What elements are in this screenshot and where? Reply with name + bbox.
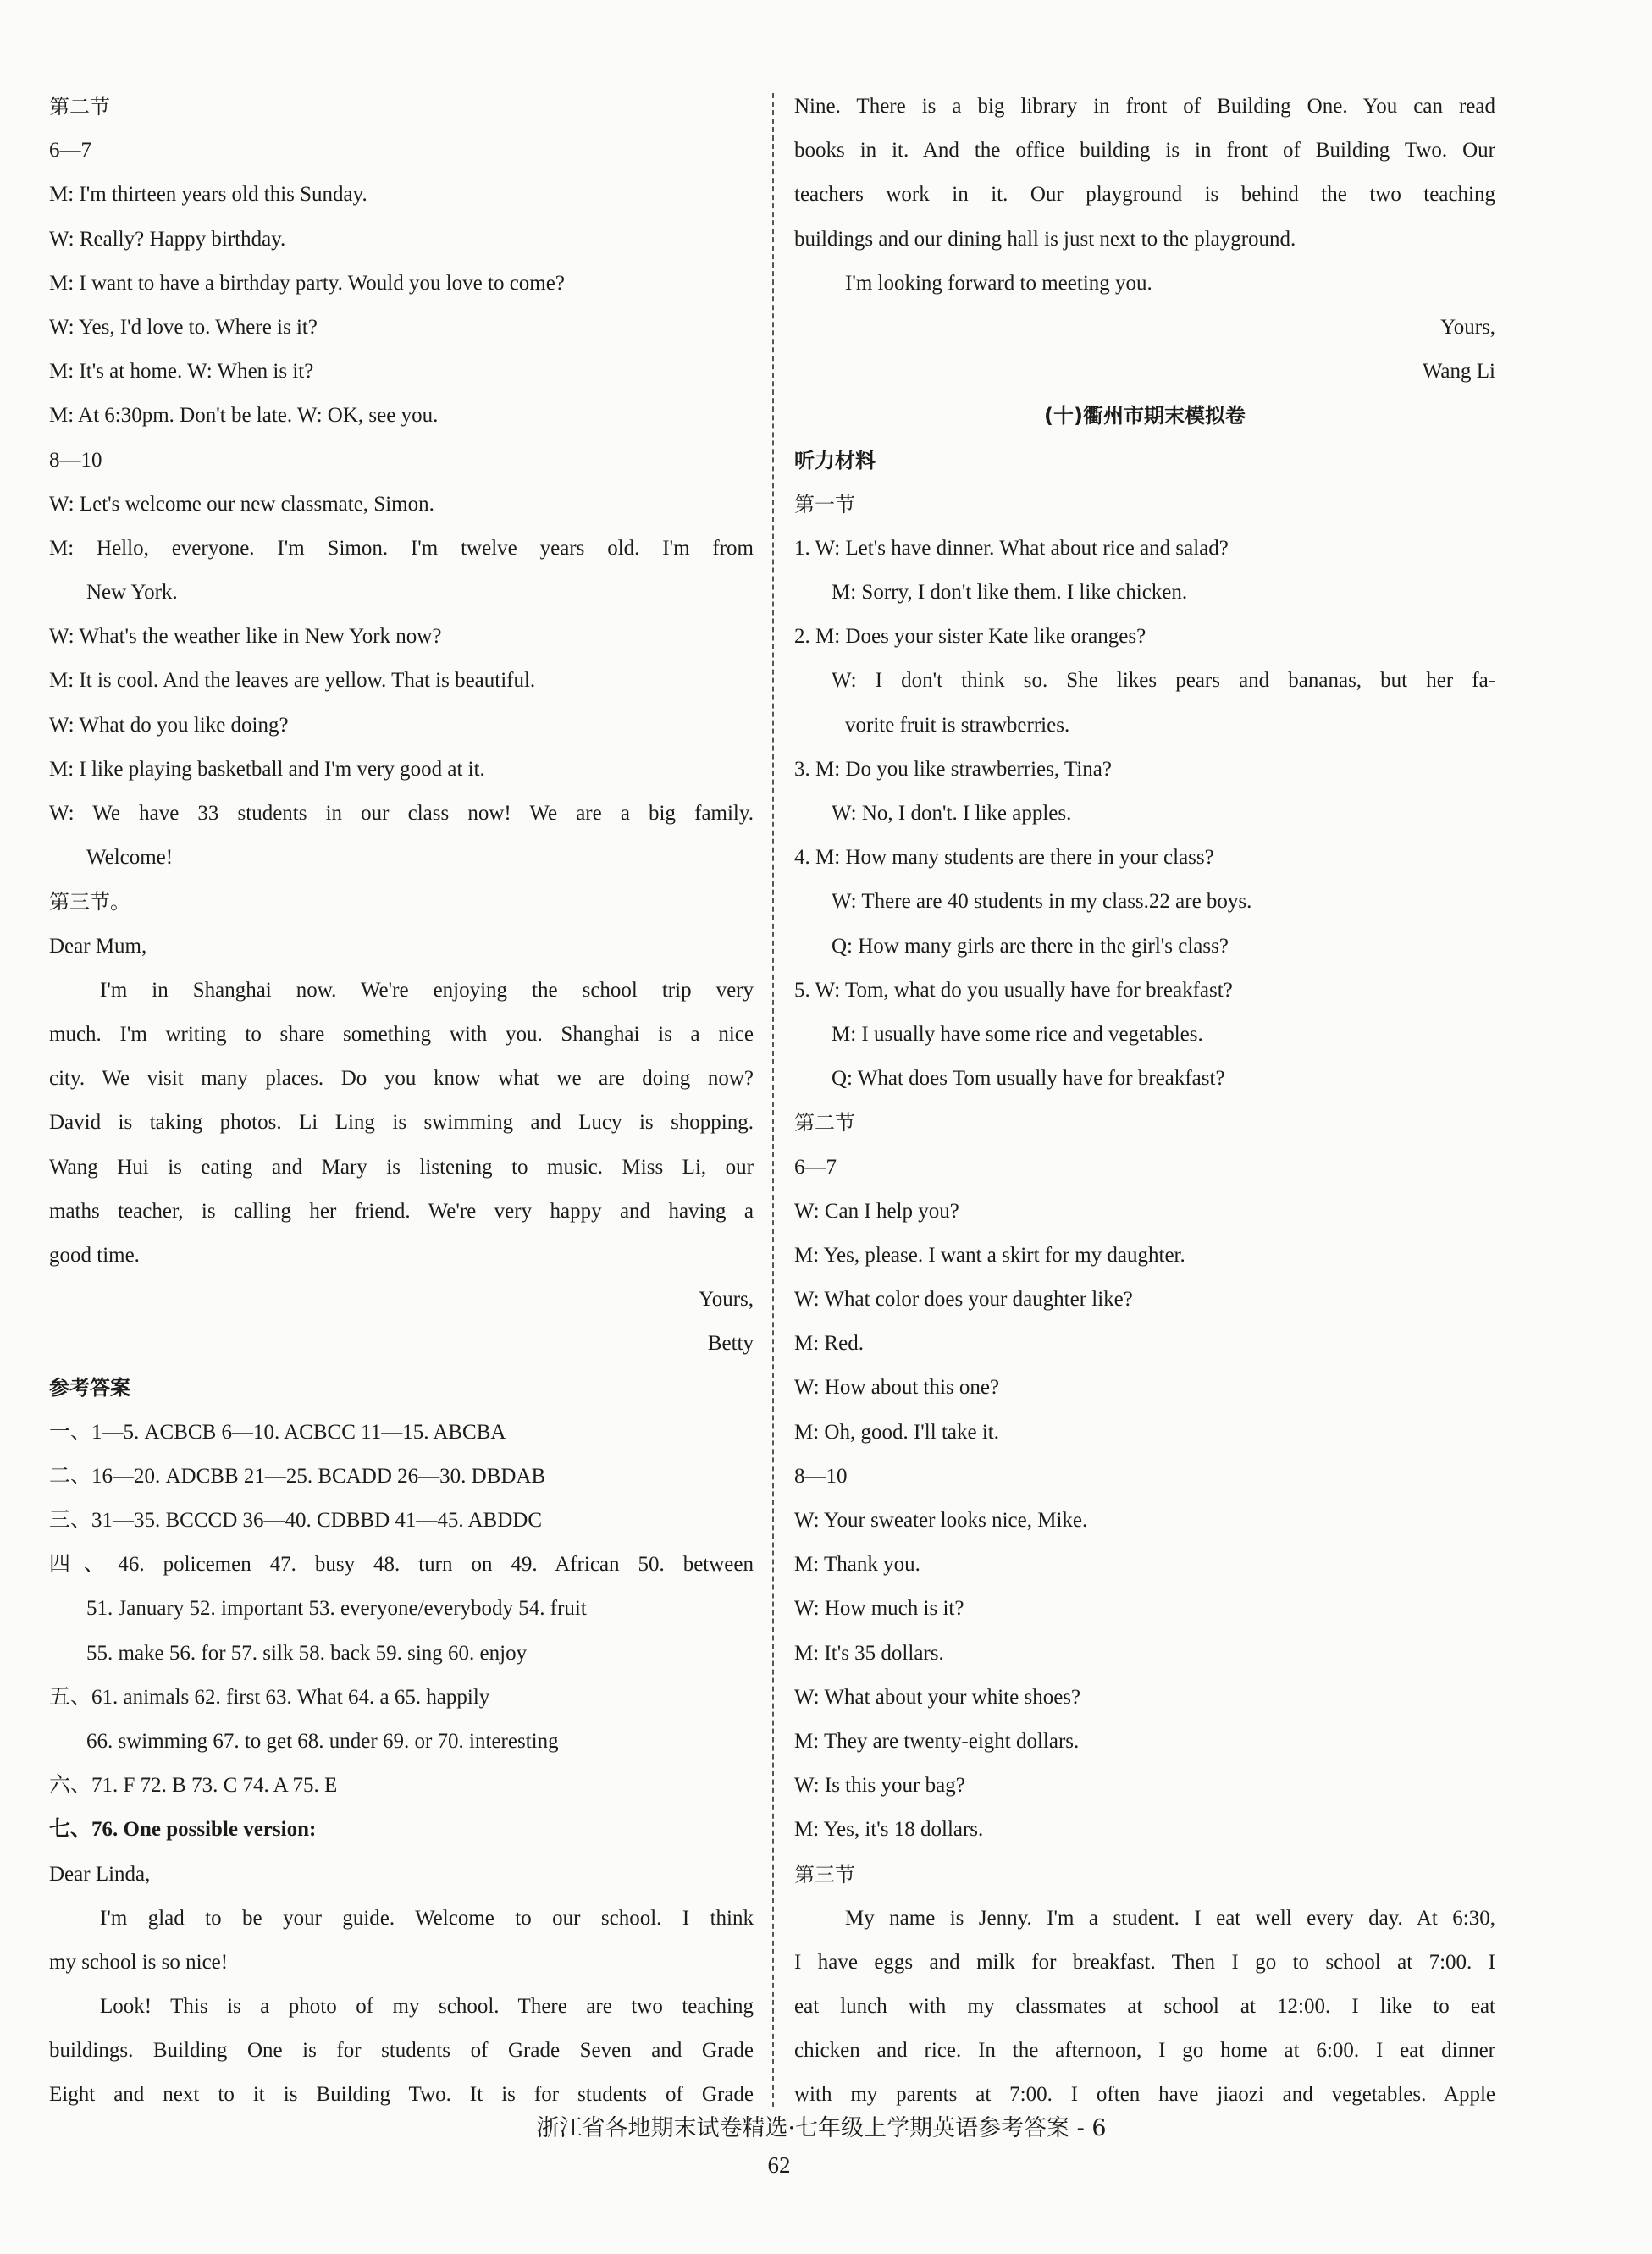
text-line: 3. M: Do you like strawberries, Tina? bbox=[794, 757, 1112, 781]
text-line: 参考答案 bbox=[49, 1376, 130, 1400]
text-line: 第二节 bbox=[794, 1111, 855, 1135]
text-line: M: Oh, good. I'll take it. bbox=[794, 1420, 999, 1444]
text-line: M: I want to have a birthday party. Would you love to come? bbox=[49, 271, 565, 295]
text-line: maths teacher, is calling her friend. We're very happy and having a bbox=[49, 1199, 754, 1223]
text-line: W: How much is it? bbox=[794, 1597, 964, 1621]
text-line: M: Thank you. bbox=[794, 1553, 920, 1577]
text-line: (十)衢州市期末模拟卷 bbox=[1044, 404, 1246, 428]
text-line: buildings and our dining hall is just next to the playground. bbox=[794, 227, 1296, 251]
text-line: 第三节 bbox=[794, 1862, 855, 1887]
page-number: 62 bbox=[767, 2152, 791, 2178]
text-line: Yours, bbox=[1440, 315, 1495, 339]
text-line: buildings. Building One is for students of Grade Seven and Grade bbox=[49, 2039, 754, 2063]
text-line: W: Can I help you? bbox=[794, 1199, 959, 1223]
text-line: Wang Hui is eating and Mary is listening to music. Miss Li, our bbox=[49, 1155, 754, 1179]
text-line: vorite fruit is strawberries. bbox=[845, 713, 1070, 737]
text-line: 三、31—35. BCCCD 36—40. CDBBD 41—45. ABDDC bbox=[49, 1509, 543, 1532]
text-line: I'm in Shanghai now. We're enjoying the school trip very bbox=[100, 978, 754, 1002]
text-line: W: What's the weather like in New York now? bbox=[49, 625, 442, 649]
text-line: 四、46. policemen 47. busy 48. turn on 49. African 50. between bbox=[49, 1553, 754, 1577]
text-line: M: It's at home. W: When is it? bbox=[49, 360, 314, 384]
text-line: W: Let's welcome our new classmate, Simon. bbox=[49, 492, 434, 516]
text-line: eat lunch with my classmates at school at 12:00. I like to eat bbox=[794, 1995, 1495, 2019]
text-line: W: How about this one? bbox=[794, 1376, 1000, 1400]
text-line: Q: What does Tom usually have for breakfast? bbox=[832, 1067, 1225, 1091]
text-line: 6—7 bbox=[49, 139, 91, 163]
text-line: M: I'm thirteen years old this Sunday. bbox=[49, 183, 367, 207]
text-line: W: There are 40 students in my class.22 are boys. bbox=[832, 890, 1252, 914]
text-line: 55. make 56. for 57. silk 58. back 59. sing 60. enjoy bbox=[86, 1641, 528, 1665]
text-line: M: It is cool. And the leaves are yellow. That is beautiful. bbox=[49, 669, 536, 693]
text-line: 一、1—5. ACBCB 6—10. ACBCC 11—15. ABCBA bbox=[49, 1420, 506, 1444]
text-line: Betty bbox=[707, 1332, 754, 1356]
text-line: W: Is this your bag? bbox=[794, 1774, 965, 1798]
text-line: M: I like playing basketball and I'm very good at it. bbox=[49, 757, 485, 781]
text-line: 6—7 bbox=[794, 1155, 837, 1179]
text-line: 66. swimming 67. to get 68. under 69. or 70. interesting bbox=[86, 1729, 559, 1753]
text-line: Welcome! bbox=[86, 846, 174, 870]
text-line: Dear Linda, bbox=[49, 1862, 151, 1886]
text-line: 七、76. One possible version: bbox=[49, 1818, 317, 1842]
text-line: 第一节 bbox=[794, 492, 855, 517]
text-line: M: They are twenty-eight dollars. bbox=[794, 1729, 1080, 1753]
text-line: I'm glad to be your guide. Welcome to our school. I think bbox=[100, 1906, 754, 1930]
text-line: W: We have 33 students in our class now! We are a big family. bbox=[49, 802, 754, 825]
text-line: M: It's 35 dollars. bbox=[794, 1641, 944, 1665]
text-line: M: Hello, everyone. I'm Simon. I'm twelve years old. I'm from bbox=[49, 536, 754, 560]
text-line: my school is so nice! bbox=[49, 1950, 229, 1974]
text-line: W: What color does your daughter like? bbox=[794, 1288, 1133, 1312]
text-line: M: Yes, please. I want a skirt for my daughter. bbox=[794, 1243, 1185, 1267]
text-line: M: I usually have some rice and vegetables. bbox=[832, 1022, 1203, 1046]
text-line: 五、61. animals 62. first 63. What 64. a 65. happily bbox=[49, 1685, 490, 1709]
text-line: 51. January 52. important 53. everyone/everybody 54. fruit bbox=[86, 1597, 587, 1621]
text-line: with my parents at 7:00. I often have jiaozi and vegetables. Apple bbox=[794, 2083, 1495, 2107]
text-line: chicken and rice. In the afternoon, I go home at 6:00. I eat dinner bbox=[794, 2039, 1495, 2063]
text-line: 2. M: Does your sister Kate like oranges? bbox=[794, 625, 1146, 649]
text-line: Eight and next to it is Building Two. It is for students of Grade bbox=[49, 2083, 754, 2107]
text-line: 听力材料 bbox=[794, 448, 876, 472]
text-line: 4. M: How many students are there in your class? bbox=[794, 846, 1214, 870]
text-line: Yours, bbox=[699, 1288, 754, 1312]
text-line: Dear Mum, bbox=[49, 934, 147, 958]
right-column bbox=[794, 85, 1495, 2118]
text-line: 1. W: Let's have dinner. What about rice and salad? bbox=[794, 536, 1229, 560]
text-line: W: Yes, I'd love to. Where is it? bbox=[49, 315, 318, 339]
text-line: 5. W: Tom, what do you usually have for breakfast? bbox=[794, 978, 1233, 1002]
text-line: books in it. And the office building is in front of Building Two. Our bbox=[794, 139, 1495, 163]
text-line: M: Sorry, I don't like them. I like chicken. bbox=[832, 581, 1188, 605]
text-line: Q: How many girls are there in the girl's class? bbox=[832, 934, 1229, 958]
text-line: I have eggs and milk for breakfast. Then I go to school at 7:00. I bbox=[794, 1950, 1495, 1974]
text-line: Nine. There is a big library in front of Building One. You can read bbox=[794, 95, 1495, 118]
text-line: 第二节 bbox=[49, 95, 110, 119]
text-line: M: Red. bbox=[794, 1332, 864, 1356]
text-line: W: What about your white shoes? bbox=[794, 1685, 1081, 1709]
text-line: W: Really? Happy birthday. bbox=[49, 227, 286, 251]
text-line: city. We visit many places. Do you know what we are doing now? bbox=[49, 1067, 754, 1091]
text-line: Look! This is a photo of my school. There are two teaching bbox=[100, 1995, 754, 2019]
text-line: teachers work in it. Our playground is behind the two teaching bbox=[794, 183, 1495, 207]
text-line: W: Your sweater looks nice, Mike. bbox=[794, 1509, 1088, 1532]
text-line: W: I don't think so. She likes pears and bananas, but her fa- bbox=[832, 669, 1495, 693]
text-line: W: No, I don't. I like apples. bbox=[832, 802, 1072, 825]
text-line: 六、71. F 72. B 73. C 74. A 75. E bbox=[49, 1774, 338, 1798]
text-line: Wang Li bbox=[1422, 360, 1495, 384]
text-line: I'm looking forward to meeting you. bbox=[845, 271, 1152, 295]
left-column bbox=[49, 85, 754, 2118]
text-line: W: What do you like doing? bbox=[49, 713, 289, 737]
text-line: 8—10 bbox=[794, 1464, 848, 1488]
text-line: M: At 6:30pm. Don't be late. W: OK, see you. bbox=[49, 404, 439, 428]
text-line: 第三节。 bbox=[49, 890, 130, 914]
column-divider bbox=[772, 93, 775, 2107]
text-line: M: Yes, it's 18 dollars. bbox=[794, 1818, 984, 1842]
text-line: much. I'm writing to share something with you. Shanghai is a nice bbox=[49, 1022, 754, 1046]
text-line: David is taking photos. Li Ling is swimming and Lucy is shopping. bbox=[49, 1111, 754, 1135]
text-line: 8—10 bbox=[49, 448, 102, 472]
text-line: My name is Jenny. I'm a student. I eat well every day. At 6:30, bbox=[845, 1906, 1495, 1930]
text-line: good time. bbox=[49, 1243, 140, 1267]
page-footer: 浙江省各地期末试卷精选·七年级上学期英语参考答案 - 6 bbox=[536, 2115, 1107, 2141]
text-line: New York. bbox=[86, 581, 178, 605]
text-line: 二、16—20. ADCBB 21—25. BCADD 26—30. DBDAB bbox=[49, 1464, 546, 1488]
